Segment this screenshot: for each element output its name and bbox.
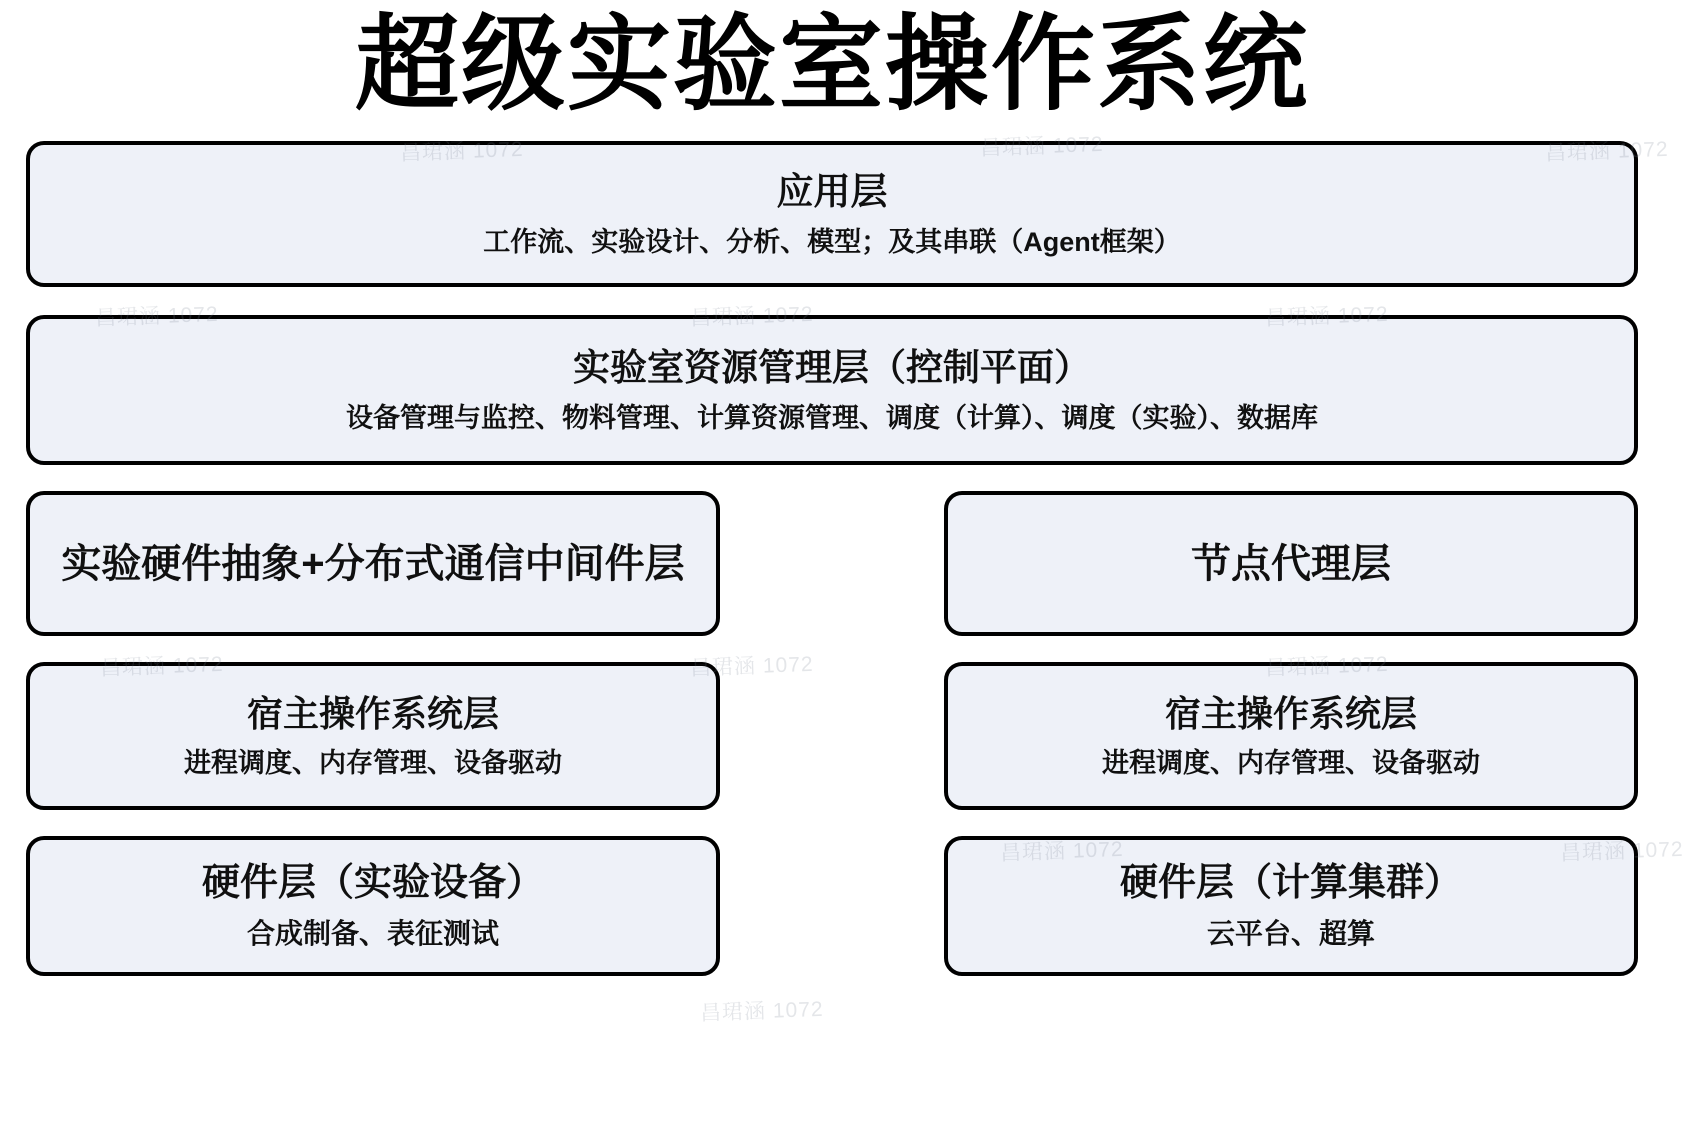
watermark: 昌珺涵 1072 — [689, 652, 814, 681]
watermark: 昌珺涵 1072 — [979, 132, 1104, 161]
layer-resource-management[interactable] — [26, 315, 1638, 465]
layer-host-os-left-detail: 进程调度、内存管理、设备驱动 — [184, 748, 562, 779]
watermark: 昌珺涵 1072 — [1544, 137, 1669, 166]
layer-application[interactable] — [26, 141, 1638, 287]
layer-hardware-compute[interactable] — [944, 836, 1638, 976]
layer-host-os-left[interactable] — [26, 662, 720, 810]
watermark: 昌珺涵 1072 — [1264, 652, 1389, 681]
lower-stack — [26, 491, 1638, 976]
layer-host-os-left-title: 宿主操作系统层 — [246, 693, 499, 735]
watermark: 昌珺涵 1072 — [699, 997, 824, 1026]
left-column — [26, 491, 720, 976]
layer-hardware-lab[interactable] — [26, 836, 720, 976]
layer-hardware-abstraction-title: 实验硬件抽象+分布式通信中间件层 — [61, 541, 685, 586]
right-column — [944, 491, 1638, 976]
watermark: 昌珺涵 1072 — [1264, 302, 1389, 331]
layer-hardware-abstraction[interactable] — [26, 491, 720, 636]
layer-application-title: 应用层 — [776, 170, 888, 212]
diagram-canvas — [0, 3, 1684, 1130]
layer-host-os-right-title: 宿主操作系统层 — [1164, 693, 1417, 735]
layer-hardware-lab-detail: 合成制备、表征测试 — [246, 917, 499, 949]
layer-hardware-compute-detail: 云平台、超算 — [1206, 917, 1375, 949]
layer-host-os-right-detail: 进程调度、内存管理、设备驱动 — [1102, 748, 1480, 779]
layer-host-os-right[interactable] — [944, 662, 1638, 810]
layer-hardware-compute-title: 硬件层（计算集群） — [1119, 862, 1462, 905]
layer-resource-management-title: 实验室资源管理层（控制平面） — [573, 346, 1091, 388]
layer-resource-management-detail: 设备管理与监控、物料管理、计算资源管理、调度（计算）、调度（实验）、数据库 — [346, 402, 1318, 433]
layer-node-agent[interactable] — [944, 491, 1638, 636]
watermark: 昌珺涵 1072 — [399, 137, 524, 166]
watermark: 昌珺涵 1072 — [94, 302, 219, 331]
layer-hardware-lab-title: 硬件层（实验设备） — [201, 862, 544, 905]
layer-application-detail: 工作流、实验设计、分析、模型；及其串联（Agent框架） — [483, 226, 1181, 257]
watermark: 昌珺涵 1072 — [99, 652, 224, 681]
watermark: 昌珺涵 1072 — [1559, 837, 1684, 866]
watermark: 昌珺涵 1072 — [999, 837, 1124, 866]
page-title: 超级实验室操作系统 — [354, 3, 1309, 125]
layer-node-agent-title: 节点代理层 — [1191, 541, 1391, 586]
watermark: 昌珺涵 1072 — [689, 302, 814, 331]
